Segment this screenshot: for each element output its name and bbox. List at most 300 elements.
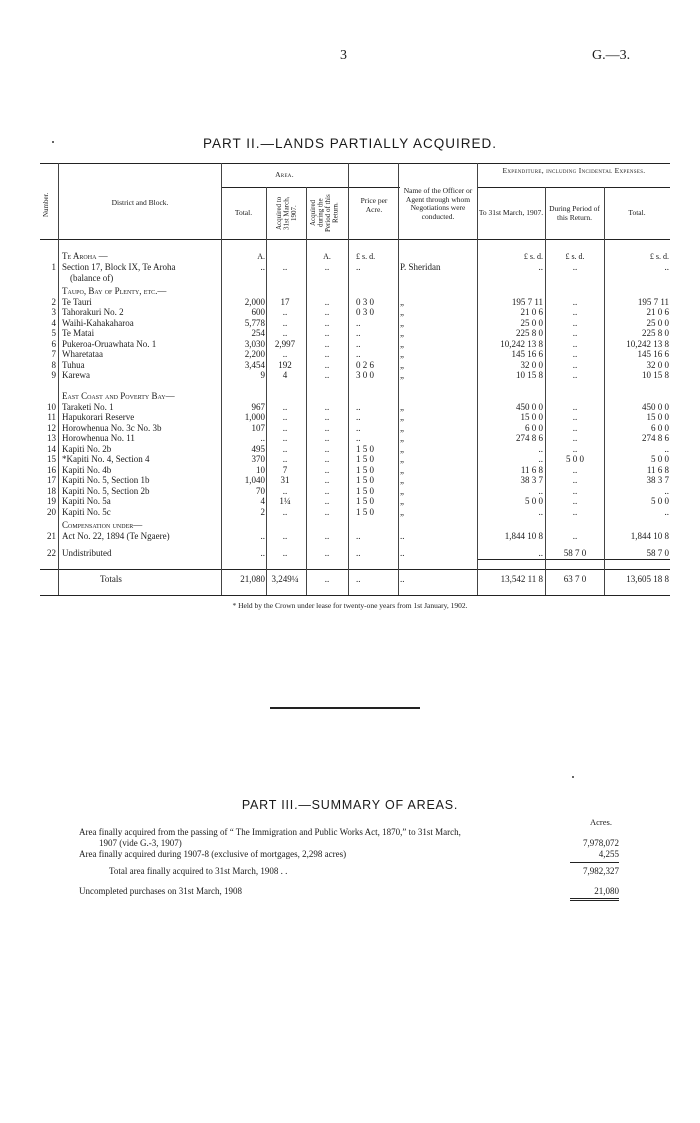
row-acquired-during: .. (324, 412, 330, 422)
row-total: 5 0 0 (651, 454, 669, 464)
table-row (40, 454, 670, 465)
row-area-total: 70 (256, 486, 265, 496)
row-during-period: .. (572, 402, 578, 412)
row-during-period: .. (572, 486, 578, 496)
row-area-total: 370 (251, 454, 265, 464)
row-price: .. (356, 412, 361, 422)
row-acquired-to: 4 (282, 370, 288, 380)
row-price: 1 5 0 (356, 496, 374, 506)
header-to-march: To 31st March, 1907. (478, 208, 544, 217)
row-to-march: .. (538, 454, 543, 464)
row-to-march: 38 3 7 (520, 475, 543, 485)
row-number: 5 (51, 328, 56, 338)
row-price: .. (356, 548, 361, 558)
row-number: 11 (47, 412, 56, 422)
row-agent: „ (400, 465, 404, 475)
row-number: 22 (47, 548, 56, 558)
row-total: 274 8 6 (642, 433, 669, 443)
row-number: 6 (51, 339, 56, 349)
row-area-total: 1,000 (244, 412, 265, 422)
row-to-march: 145 16 6 (511, 349, 543, 359)
unit-total: £ s. d. (649, 252, 669, 261)
row-price: .. (356, 423, 361, 433)
row-to-march: 5 0 0 (525, 496, 543, 506)
row-acquired-to: .. (282, 349, 288, 359)
row-price: .. (356, 531, 361, 541)
unit-area-total: A. (257, 252, 265, 261)
summary-text: Area finally acquired from the passing of “ The Immigration and Public Works Act, 1870,” to 31st March, (79, 827, 461, 837)
row-agent: „ (400, 318, 404, 328)
summary-text: Area finally acquired during 1907-8 (exclusive of mortgages, 2,298 acres) (79, 849, 347, 859)
row-to-march: .. (538, 507, 543, 517)
summary-value: 4,255 (598, 849, 619, 859)
summary-text: Total area finally acquired to 31st March, 1908 . . (109, 866, 288, 876)
row-acquired-to: .. (282, 507, 288, 517)
row-acquired-during: .. (324, 360, 330, 370)
row-acquired-to: .. (282, 307, 288, 317)
row-acquired-during: .. (324, 339, 330, 349)
row-during-period: .. (572, 297, 578, 307)
row-total: 21 0 6 (646, 307, 669, 317)
group-label: Te Aroha — (62, 251, 108, 261)
row-agent: .. (400, 574, 405, 584)
row-agent: „ (400, 370, 404, 380)
row-price: 1 5 0 (356, 454, 374, 464)
header-district: District and Block. (111, 198, 169, 207)
row-area-total: 4 (260, 496, 265, 506)
row-district: Undistributed (62, 548, 112, 558)
row-to-march: 15 0 0 (520, 412, 543, 422)
row-area-total: 600 (251, 307, 265, 317)
row-area-total: 3,030 (244, 339, 265, 349)
row-total: 6 0 0 (651, 423, 669, 433)
row-agent: „ (400, 496, 404, 506)
final-rule (570, 898, 619, 899)
row-district: (balance of) (70, 273, 114, 283)
row-to-march: 195 7 11 (511, 297, 543, 307)
row-acquired-to: 2,997 (274, 339, 296, 349)
table-top-rule (40, 163, 670, 164)
row-during-period: .. (572, 370, 578, 380)
row-agent: „ (400, 444, 404, 454)
row-district: Waihi-Kahakaharoa (62, 318, 134, 328)
row-acquired-during: .. (324, 574, 330, 584)
row-agent: „ (400, 412, 404, 422)
row-area-total: 3,454 (244, 360, 265, 370)
row-during-period: .. (572, 475, 578, 485)
row-area-total: 2,000 (244, 297, 265, 307)
row-during-period: 63 7 0 (563, 574, 587, 584)
row-area-total: 10 (256, 465, 265, 475)
summary-line (79, 886, 619, 897)
sum-rule (570, 862, 619, 863)
row-acquired-during: .. (324, 433, 330, 443)
row-total: 15 0 0 (646, 412, 669, 422)
header-area-total: Total. (234, 208, 253, 217)
row-price: .. (356, 574, 361, 584)
document-code: G.—3. (592, 48, 631, 63)
row-district: Horowhenua No. 3c No. 3b (62, 423, 162, 433)
row-during-period: .. (572, 360, 578, 370)
row-agent: „ (400, 475, 404, 485)
header-number: Number. (42, 192, 50, 218)
row-to-march: 274 8 6 (516, 433, 543, 443)
row-total: .. (664, 444, 669, 454)
row-acquired-during: .. (324, 297, 330, 307)
row-district: Wharetataa (62, 349, 103, 359)
row-during-period: .. (572, 339, 578, 349)
row-district: Totals (100, 574, 122, 584)
row-to-march: .. (538, 444, 543, 454)
row-total: 38 3 7 (646, 475, 669, 485)
row-number: 8 (51, 360, 56, 370)
row-acquired-to: .. (282, 531, 288, 541)
summary-text: 1907 (vide G.-3, 1907) (99, 838, 182, 848)
header-expenditure: Expenditure, including Incidental Expenses. (502, 166, 646, 175)
row-total: 195 7 11 (637, 297, 669, 307)
row-acquired-during: .. (324, 475, 330, 485)
row-acquired-to: 192 (278, 360, 292, 370)
table-row (40, 507, 670, 518)
row-total: 10,242 13 8 (626, 339, 669, 349)
row-area-total: 9 (260, 370, 265, 380)
row-district: Kapiti No. 5c (62, 507, 111, 517)
row-to-march: 11 6 8 (520, 465, 543, 475)
row-area-total: 21,080 (240, 574, 265, 584)
row-acquired-during: .. (324, 423, 330, 433)
row-during-period: .. (572, 433, 578, 443)
row-district: Hapukorari Reserve (62, 412, 135, 422)
row-number: 4 (51, 318, 56, 328)
row-during-period: .. (572, 507, 578, 517)
row-acquired-to: .. (282, 412, 288, 422)
row-area-total: .. (260, 548, 265, 558)
row-agent: „ (400, 360, 404, 370)
row-acquired-during: .. (324, 444, 330, 454)
row-district: Tuhua (62, 360, 85, 370)
summary-line (79, 866, 619, 877)
row-acquired-to: .. (282, 262, 288, 272)
row-acquired-to: .. (282, 318, 288, 328)
header-bottom-rule (40, 239, 670, 240)
totals-rule-top (40, 569, 670, 570)
group-label: Compensation under— (62, 520, 143, 530)
row-agent: .. (400, 548, 405, 558)
row-district: Taraketi No. 1 (62, 402, 114, 412)
row-total: 25 0 0 (646, 318, 669, 328)
row-acquired-to: .. (282, 402, 288, 412)
row-to-march: 6 0 0 (525, 423, 543, 433)
row-price: 0 3 0 (356, 307, 374, 317)
row-during-period: .. (572, 307, 578, 317)
table-row (40, 433, 670, 444)
row-agent: „ (400, 307, 404, 317)
area-sub-rule (221, 187, 400, 188)
summary-text: Uncompleted purchases on 31st March, 1908 (79, 886, 242, 896)
row-district: Kapiti No. 5, Section 2b (62, 486, 150, 496)
row-number: 10 (47, 402, 56, 412)
row-acquired-to: .. (282, 548, 288, 558)
expenditure-sub-rule (477, 187, 670, 188)
table-row (40, 328, 670, 339)
row-acquired-during: .. (324, 531, 330, 541)
table-row (40, 349, 670, 360)
row-acquired-during: .. (324, 318, 330, 328)
row-price: 1 5 0 (356, 475, 374, 485)
row-total: 1,844 10 8 (630, 531, 669, 541)
table-row (40, 273, 670, 284)
header-agent: Name of the Officer or Agent through whom Negotiations were conducted. (403, 186, 473, 221)
row-acquired-during: .. (324, 507, 330, 517)
row-to-march: 1,844 10 8 (504, 531, 543, 541)
row-number: 18 (47, 486, 56, 496)
row-during-period: .. (572, 318, 578, 328)
row-to-march: .. (538, 486, 543, 496)
row-to-march: 225 8 0 (516, 328, 543, 338)
row-acquired-during: .. (324, 349, 330, 359)
row-number: 2 (51, 297, 56, 307)
row-agent: „ (400, 339, 404, 349)
row-agent: „ (400, 423, 404, 433)
row-district: Te Matai (62, 328, 95, 338)
row-price: 1 5 0 (356, 486, 374, 496)
row-total: 13,605 18 8 (626, 574, 669, 584)
row-district: Tahorakuri No. 2 (62, 307, 124, 317)
row-district: Te Tauri (62, 297, 92, 307)
row-agent: .. (400, 531, 405, 541)
row-area-total: 254 (251, 328, 265, 338)
row-price: .. (356, 328, 361, 338)
row-number: 15 (47, 454, 56, 464)
row-acquired-during: .. (324, 307, 330, 317)
row-agent: „ (400, 402, 404, 412)
row-number: 3 (51, 307, 56, 317)
row-price: .. (356, 349, 361, 359)
row-to-march: 10 15 8 (516, 370, 543, 380)
header-price: Price per Acre. (360, 196, 388, 214)
unit-price: £ s. d. (356, 252, 376, 261)
row-agent: P. Sheridan (400, 262, 441, 272)
table-row (40, 307, 670, 318)
row-to-march: 25 0 0 (520, 318, 543, 328)
row-district: Kapiti No. 5, Section 1b (62, 475, 150, 485)
table-bottom-rule (40, 595, 670, 596)
summary-line (79, 838, 619, 849)
page-number: 3 (340, 48, 347, 63)
row-during-period: .. (572, 531, 578, 541)
row-total: .. (664, 507, 669, 517)
row-price: .. (356, 402, 361, 412)
unit-area-during: A. (323, 252, 331, 261)
row-acquired-during: .. (324, 548, 330, 558)
row-acquired-to: 17 (280, 297, 290, 307)
row-agent: „ (400, 486, 404, 496)
section-divider (270, 707, 420, 709)
row-during-period: .. (572, 262, 578, 272)
row-district: Kapiti No. 2b (62, 444, 112, 454)
row-acquired-to: .. (282, 444, 288, 454)
row-district: Kapiti No. 4b (62, 465, 112, 475)
row-number: 19 (47, 496, 56, 506)
row-price: .. (356, 339, 361, 349)
row-agent: „ (400, 297, 404, 307)
table-row (40, 262, 670, 273)
summary-line (79, 827, 619, 838)
row-district: Horowhenua No. 11 (62, 433, 135, 443)
row-agent: „ (400, 328, 404, 338)
part2-title: PART II.—LANDS PARTIALLY ACQUIRED. (202, 136, 498, 151)
row-to-march: 450 0 0 (516, 402, 543, 412)
row-acquired-to: 1¼ (279, 496, 291, 506)
row-number: 14 (47, 444, 56, 454)
row-district: Act No. 22, 1894 (Te Ngaere) (62, 531, 170, 541)
table-row (40, 531, 670, 542)
row-agent: „ (400, 349, 404, 359)
row-acquired-during: .. (324, 496, 330, 506)
row-acquired-to: .. (282, 454, 288, 464)
table-row (40, 548, 670, 559)
lands-table (40, 163, 670, 603)
row-during-period: .. (572, 349, 578, 359)
row-number: 20 (47, 507, 56, 517)
row-acquired-during: .. (324, 262, 330, 272)
row-district: Pukeroa-Oruawhata No. 1 (62, 339, 157, 349)
header-during-period: During Period of this Return. (549, 204, 600, 222)
row-acquired-to: 31 (280, 475, 290, 485)
row-total: 450 0 0 (642, 402, 669, 412)
row-area-total: 967 (251, 402, 265, 412)
row-total: 32 0 0 (646, 360, 669, 370)
row-area-total: 2 (260, 507, 265, 517)
footnote: * Held by the Crown under lease for twenty-one years from 1st January, 1902. (232, 601, 468, 610)
row-during-period: .. (572, 423, 578, 433)
row-to-march: 32 0 0 (520, 360, 543, 370)
row-total: 5 0 0 (651, 496, 669, 506)
row-total: 58 7 0 (646, 548, 669, 558)
row-price: .. (356, 318, 361, 328)
row-acquired-during: .. (324, 465, 330, 475)
header-acquired-to: Acquired to 31st March, 1907. (275, 196, 298, 230)
row-price: .. (356, 433, 361, 443)
row-number: 9 (51, 370, 56, 380)
row-area-total: 5,778 (244, 318, 265, 328)
row-during-period: .. (572, 328, 578, 338)
row-number: 17 (47, 475, 56, 485)
row-total: 11 6 8 (646, 465, 669, 475)
row-to-march: .. (538, 262, 543, 272)
acres-header: Acres. (590, 817, 612, 827)
row-during-period: .. (572, 465, 578, 475)
group-label: East Coast and Poverty Bay— (62, 391, 175, 401)
row-total: .. (664, 486, 669, 496)
row-area-total: .. (260, 262, 265, 272)
row-number: 1 (51, 262, 56, 272)
row-to-march: 21 0 6 (520, 307, 543, 317)
row-agent: „ (400, 433, 404, 443)
row-during-period: .. (572, 496, 578, 506)
summary-value: 7,982,327 (583, 866, 619, 876)
row-price: 1 5 0 (356, 444, 374, 454)
unit-during: £ s. d. (565, 252, 585, 261)
row-total: .. (664, 262, 669, 272)
row-price: 0 2 6 (356, 360, 374, 370)
row-price: .. (356, 262, 361, 272)
row-acquired-to: .. (282, 433, 288, 443)
row-district: Kapiti No. 5a (62, 496, 111, 506)
row-acquired-during: .. (324, 328, 330, 338)
table-row (40, 370, 670, 381)
row-to-march: .. (538, 548, 543, 558)
row-price: 1 5 0 (356, 507, 374, 517)
row-area-total: 2,200 (244, 349, 265, 359)
row-district: *Kapiti No. 4, Section 4 (62, 454, 150, 464)
row-district: Karewa (62, 370, 90, 380)
row-acquired-during: .. (324, 370, 330, 380)
row-acquired-to: .. (282, 423, 288, 433)
row-total: 225 8 0 (642, 328, 669, 338)
row-number: 12 (47, 423, 56, 433)
row-acquired-during: .. (324, 402, 330, 412)
summary-value: 21,080 (594, 886, 619, 896)
row-during-period: .. (572, 412, 578, 422)
row-district: Section 17, Block IX, Te Aroha (62, 262, 176, 272)
table-row (40, 412, 670, 423)
header-exp-total: Total. (628, 208, 646, 217)
row-area-total: 1,040 (244, 475, 265, 485)
row-price: 3 0 0 (356, 370, 374, 380)
row-total: 10 15 8 (642, 370, 669, 380)
row-acquired-to: .. (282, 328, 288, 338)
row-price: 1 5 0 (356, 465, 374, 475)
subtotal-rule (477, 559, 670, 560)
group-label: Taupo, Bay of Plenty, etc.— (62, 286, 167, 296)
row-number: 16 (47, 465, 56, 475)
header-acquired-during: Acquired during the Period of this Return. (309, 194, 340, 232)
row-area-total: 495 (251, 444, 265, 454)
header-area: Area. (275, 170, 294, 179)
row-price: 0 3 0 (356, 297, 374, 307)
final-rule (570, 900, 619, 901)
part3-title: PART III.—SUMMARY OF AREAS. (241, 798, 459, 812)
summary-value: 7,978,072 (583, 838, 619, 848)
row-number: 7 (51, 349, 56, 359)
row-acquired-to: 7 (282, 465, 288, 475)
row-acquired-to: 3,249¼ (271, 574, 299, 584)
row-number: 21 (47, 531, 56, 541)
row-acquired-to: .. (282, 486, 288, 496)
stray-mark (572, 776, 574, 778)
row-acquired-during: .. (324, 486, 330, 496)
row-area-total: 107 (251, 423, 265, 433)
row-during-period: 5 0 0 (566, 454, 584, 464)
row-to-march: 13,542 11 8 (500, 574, 543, 584)
table-row (40, 496, 670, 507)
unit-to-march: £ s. d. (523, 252, 543, 261)
row-number: 13 (47, 433, 56, 443)
row-during-period: .. (572, 444, 578, 454)
row-area-total: .. (260, 531, 265, 541)
table-row (40, 574, 670, 585)
table-row (40, 475, 670, 486)
row-agent: „ (400, 454, 404, 464)
row-area-total: .. (260, 433, 265, 443)
summary-line (79, 849, 619, 860)
row-total: 145 16 6 (637, 349, 669, 359)
row-agent: „ (400, 507, 404, 517)
row-acquired-during: .. (324, 454, 330, 464)
row-during-period: 58 7 0 (563, 548, 587, 558)
row-to-march: 10,242 13 8 (500, 339, 543, 349)
